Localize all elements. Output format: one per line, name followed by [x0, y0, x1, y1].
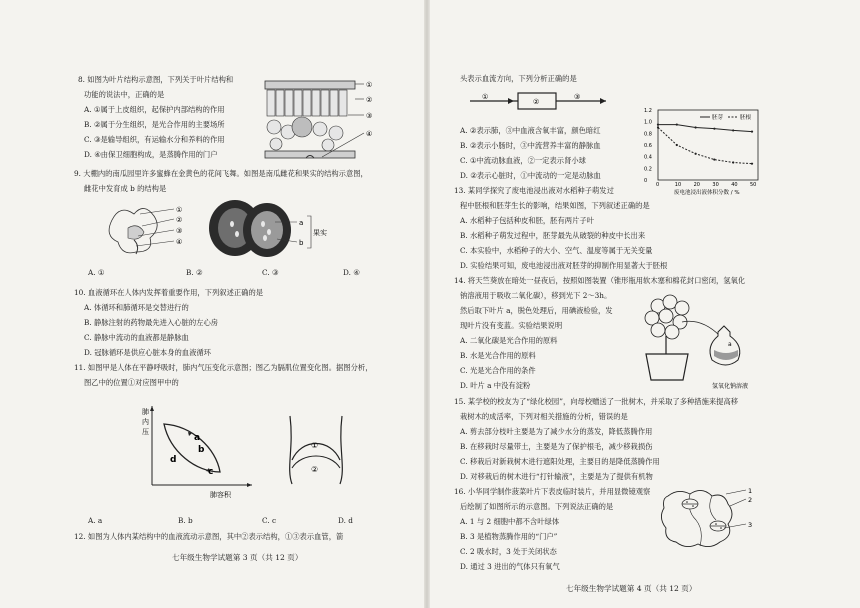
- data-point-shoot: [695, 126, 697, 128]
- leaf-label-1: ①: [366, 81, 373, 89]
- x-tick-label: 30: [712, 182, 719, 188]
- q15-stem-1: 15. 某学校的校友为了“绿化校园”，向母校赠送了一批树木，并采取了多种措施来提高移: [454, 397, 739, 406]
- q10-stem: 10. 血液循环在人体内发挥着重要作用，下列叙述正确的是: [74, 288, 264, 297]
- y-tick-label: 1.2: [644, 108, 652, 114]
- flow-label-3: ③: [574, 93, 581, 101]
- flower-label-3: ③: [176, 227, 183, 235]
- q12-option-c[interactable]: C. ①中流动脉血液，②一定表示肾小球: [460, 156, 586, 165]
- q9-stem-2: 雌花中发育成 b 的结构是: [84, 184, 167, 193]
- q9-option-c[interactable]: C. ③: [262, 268, 279, 277]
- y-tick-label: 1.0: [644, 119, 652, 126]
- q13-option-a[interactable]: A. 水稻种子包括种皮和胚，胚有两片子叶: [460, 216, 594, 225]
- q14-stem-3: 然后取下叶片 a，脱色处理后，用碘液检验，发: [460, 306, 613, 315]
- q12-option-b[interactable]: B. ②表示小肠时，③中流营养丰富的静脉血: [460, 141, 601, 150]
- q15-option-d[interactable]: D. 对移栽后的树木进行“打针输液”，主要是为了提供有机物: [460, 472, 653, 481]
- diaphragm-label-2: ②: [311, 465, 319, 474]
- data-point-root: [751, 163, 753, 165]
- q11-option-d[interactable]: D. d: [338, 516, 353, 525]
- x-axis-caption: 废电池浸出液体积分数 / %: [674, 190, 740, 196]
- q12-option-d[interactable]: D. ②表示心脏时，①中流动的一定是动脉血: [460, 171, 601, 180]
- geranium-experiment-diagram: [636, 292, 762, 392]
- data-point-root: [657, 126, 659, 128]
- q9-stem-1: 9. 大棚内的南瓜园里许多蜜蜂在金黄色的花间飞舞。如图是南瓜雌花和果实的结构示意图，: [74, 169, 368, 178]
- q14-stem-1: 14. 将天竺葵放在暗处一昼夜后，按照如图装置（锥形瓶用软木塞和棉花封口密闭，氢氧化: [454, 276, 746, 285]
- q14-option-a[interactable]: A. 二氧化碳是光合作用的原料: [460, 336, 558, 345]
- fruit-caption: 果实: [313, 229, 327, 237]
- q14-option-d[interactable]: D. 叶片 a 中没有淀粉: [460, 381, 531, 390]
- q16-stem-2: 后绘制了如图所示的示意图。下列说法正确的是: [460, 502, 614, 511]
- fruit-label-b: b: [299, 239, 304, 247]
- lung-pressure-graph: [140, 400, 260, 500]
- q14-stem-2: 钠溶液用于吸收二氧化碳），移到光下 2～3h。: [460, 291, 612, 300]
- epidermis-diagram: [660, 484, 760, 550]
- q13-stem-2: 程中胚根和胚芽生长的影响，结果如图，下列叙述正确的是: [460, 201, 650, 210]
- data-point-root: [732, 161, 734, 163]
- q10-option-d[interactable]: D. 冠脉循环是供应心脏本身的血液循环: [84, 348, 211, 357]
- left-page: [0, 0, 425, 608]
- y-tick-label: 0.6: [644, 143, 652, 149]
- data-point-shoot: [732, 129, 734, 131]
- q8-option-a[interactable]: A. ①属于上皮组织，起保护内部结构的作用: [84, 105, 225, 114]
- flow-label-2: ②: [533, 98, 540, 106]
- x-tick-label: 50: [750, 182, 757, 188]
- seed-growth-chart: [640, 104, 764, 196]
- q11-stem-1: 11. 如图甲是人体在平静呼吸时，肺内气压变化示意图；图乙为膈肌位置变化图。据图分析，: [74, 363, 373, 372]
- epidermis-label-1: 1: [748, 487, 753, 495]
- q12-stem-cont: 头表示血流方向，下列分析正确的是: [460, 74, 577, 83]
- q8-option-b[interactable]: B. ②属于分生组织，是光合作用的主要场所: [84, 120, 225, 129]
- q16-option-a[interactable]: A. 1 与 2 细胞中都不含叶绿体: [460, 517, 560, 526]
- curve-label-a: a: [194, 433, 201, 443]
- naoh-caption: 氢氧化钠溶液: [712, 383, 749, 390]
- q11-option-c[interactable]: C. c: [262, 516, 277, 525]
- q13-option-b[interactable]: B. 水稻种子萌发过程中，胚芽最先从破裂的种皮中长出来: [460, 231, 646, 240]
- q10-option-c[interactable]: C. 静脉中流动的血液都是静脉血: [84, 333, 189, 342]
- q16-stem-1: 16. 小华同学制作菠菜叶片下表皮临时装片，并用显微镜观察: [454, 487, 651, 496]
- q14-option-c[interactable]: C. 光是光合作用的条件: [460, 366, 536, 375]
- data-point-root: [676, 144, 678, 146]
- curve-label-c: c: [208, 467, 214, 477]
- curve-label-d: d: [170, 455, 177, 465]
- q15-option-c[interactable]: C. 移栽后对新栽树木进行遮阳处理，主要目的是降低蒸腾作用: [460, 457, 660, 466]
- q9-option-a[interactable]: A. ①: [88, 268, 105, 277]
- flow-label-1: ①: [482, 93, 489, 101]
- q8-stem-2: 功能的说法中，正确的是: [84, 90, 165, 99]
- legend-root: 胚根: [740, 115, 752, 121]
- q13-option-d[interactable]: D. 实验结果可知，废电池浸出液对胚芽的抑制作用显著大于胚根: [460, 261, 668, 270]
- q11-option-b[interactable]: B. b: [178, 516, 193, 525]
- curve-label-b: b: [198, 445, 205, 455]
- q8-option-c[interactable]: C. ③是输导组织，有运输水分和养料的作用: [84, 135, 225, 144]
- q14-option-b[interactable]: B. 水是光合作用的原料: [460, 351, 536, 360]
- right-page-footer: 七年级生物学试题第 4 页（共 12 页）: [566, 584, 697, 593]
- q15-option-b[interactable]: B. 在移栽时尽量带土，主要是为了保护根毛，减少移栽损伤: [460, 442, 653, 451]
- q8-option-d[interactable]: D. ④由保卫细胞构成，是蒸腾作用的门户: [84, 150, 218, 159]
- x-axis-label: 肺容积: [210, 491, 231, 499]
- q10-option-b[interactable]: B. 静脉注射的药物最先进入心脏的左心房: [84, 318, 219, 327]
- leaf-label-2: ②: [366, 96, 373, 104]
- data-point-shoot: [676, 123, 678, 125]
- q11-stem-2: 图乙中的位置①对应图甲中的: [84, 378, 179, 387]
- q9-option-b[interactable]: B. ②: [186, 268, 203, 277]
- epidermis-label-3: 3: [748, 521, 753, 529]
- q16-option-d[interactable]: D. 通过 3 进出的气体只有氧气: [460, 562, 560, 571]
- pumpkin-flower-diagram: [98, 200, 198, 260]
- leaf-structure-diagram: [262, 77, 380, 167]
- q9-option-d[interactable]: D. ④: [343, 268, 360, 277]
- y-tick-label: 0: [644, 178, 648, 184]
- q12-option-a[interactable]: A. ②表示肺，③中血液含氧丰富，颜色暗红: [460, 126, 601, 135]
- q8-stem-1: 8. 如图为叶片结构示意图，下列关于叶片结构和: [78, 75, 234, 84]
- leaf-label-4: ④: [366, 130, 373, 138]
- left-page-footer: 七年级生物学试题第 3 页（共 12 页）: [172, 553, 303, 562]
- y-tick-label: 0.8: [644, 131, 652, 138]
- epidermis-label-2: 2: [748, 496, 753, 504]
- leaf-label-3: ③: [366, 112, 373, 120]
- q12-stem: 12. 如图为人体内某结构中的血液流动示意图，其中②表示结构，①③表示血管，箭: [74, 532, 344, 541]
- q14-stem-4: 现叶片没有变蓝。实验结果说明: [460, 321, 563, 330]
- y-tick-label: 0.4: [644, 154, 652, 161]
- diaphragm-diagram: [280, 408, 352, 490]
- q13-stem-1: 13. 某同学探究了废电池浸出液对水稻种子萌发过: [454, 186, 614, 195]
- data-point-shoot: [657, 123, 659, 125]
- flower-label-2: ②: [176, 216, 183, 224]
- right-page: [430, 0, 860, 608]
- q13-option-c[interactable]: C. 本实验中，水稻种子的大小、空气、温度等属于无关变量: [460, 246, 653, 255]
- pumpkin-fruit-diagram: [205, 194, 335, 264]
- q11-option-a[interactable]: A. a: [88, 516, 103, 525]
- y-axis-char-2: 内: [142, 418, 149, 426]
- fruit-label-a: a: [299, 219, 304, 227]
- data-point-shoot: [751, 130, 753, 132]
- flower-label-4: ④: [176, 238, 183, 246]
- x-tick-label: 0: [656, 182, 660, 188]
- blood-flow-diagram: [466, 90, 616, 112]
- q16-option-c[interactable]: C. 2 吸水时，3 处于关闭状态: [460, 547, 557, 556]
- y-axis-char-3: 压: [142, 428, 149, 436]
- q10-option-a[interactable]: A. 体循环和肺循环是交替进行的: [84, 303, 189, 312]
- leaf-a-label: a: [728, 341, 732, 348]
- x-tick-label: 20: [693, 182, 700, 188]
- y-axis-char-1: 肺: [142, 408, 149, 416]
- data-point-root: [695, 153, 697, 155]
- q15-option-a[interactable]: A. 剪去部分枝叶主要是为了减少水分的蒸发，降低蒸腾作用: [460, 427, 653, 436]
- q15-stem-2: 栽树木的成活率，下列对相关措施的分析，错误的是: [460, 412, 628, 421]
- y-tick-label: 0.2: [644, 166, 652, 173]
- data-point-root: [713, 158, 715, 160]
- x-tick-label: 40: [731, 182, 738, 188]
- flower-label-1: ①: [176, 206, 183, 214]
- data-point-shoot: [713, 128, 715, 130]
- x-tick-label: 10: [674, 182, 682, 188]
- q16-option-b[interactable]: B. 3 是植物蒸腾作用的“门户”: [460, 532, 558, 541]
- legend-shoot: 胚芽: [712, 115, 724, 121]
- diaphragm-label-1: ①: [311, 441, 319, 450]
